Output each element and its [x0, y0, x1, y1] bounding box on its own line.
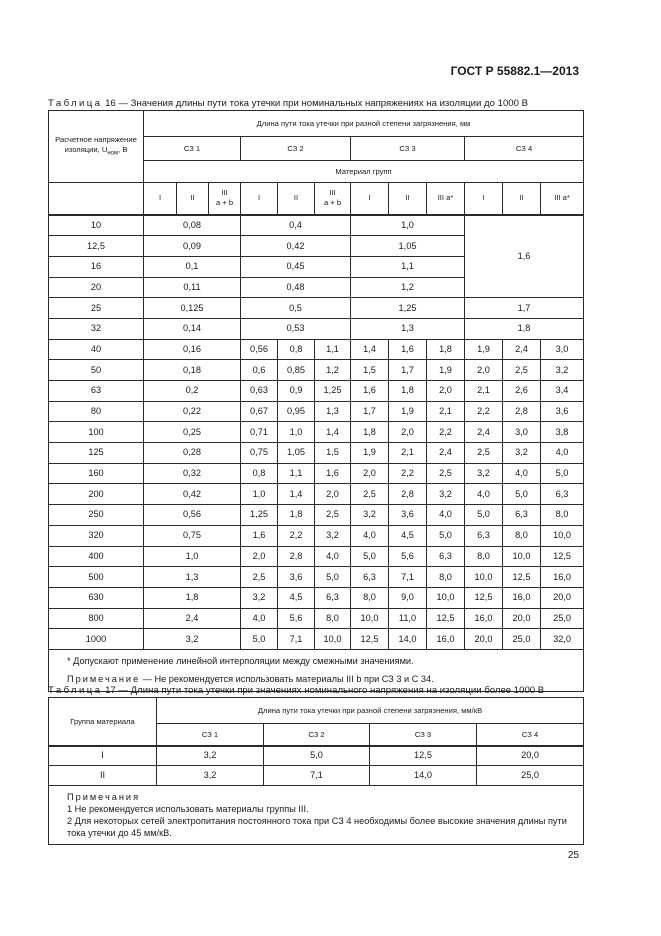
value-cell: 10,0: [503, 546, 541, 567]
voltage-cell: 12,5: [49, 236, 144, 257]
group-header-cell: III a + b: [315, 183, 351, 215]
value-cell: 2,2: [278, 525, 315, 546]
value-cell: 3,2: [503, 443, 541, 464]
value-cell: 3,2: [465, 463, 503, 484]
value-cell: 0,53: [241, 318, 351, 339]
value-cell: 2,5: [351, 484, 389, 505]
value-cell: 25,0: [503, 629, 541, 650]
voltage-cell: 160: [49, 463, 144, 484]
value-cell: 6,3: [465, 525, 503, 546]
table-16-footnote: * Допускают применение линейной интерполяции между смежными значениями.: [49, 649, 584, 670]
voltage-cell: 1000: [49, 629, 144, 650]
value-cell: 4,0: [315, 546, 351, 567]
value-cell: 0,09: [144, 236, 241, 257]
material-group-header: Группа материала: [49, 698, 157, 746]
table-17-caption-text: 17 — Длина пути тока утечки при значениях номинального напряжения на изоляции более 1000 В: [102, 685, 545, 696]
table-row: [49, 360, 584, 381]
group-header-cell: II: [177, 183, 209, 215]
value-cell: 0,28: [144, 443, 241, 464]
value-cell: 1,0: [278, 422, 315, 443]
value-cell: 1,6: [241, 525, 278, 546]
value-cell: 3,2: [144, 629, 241, 650]
value-cell: 0,22: [144, 401, 241, 422]
value-cell: 4,5: [278, 587, 315, 608]
page-number: 25: [567, 850, 579, 861]
value-cell: 5,0: [503, 484, 541, 505]
voltage-cell: 50: [49, 360, 144, 381]
value-cell: 0,5: [241, 298, 351, 319]
voltage-cell: 400: [49, 546, 144, 567]
note-2: 2 Для некоторых сетей электропитания постоянного тока при СЗ 4 необходимы более высокие значения длины пути тока утечки до 45 мм/кВ.: [67, 816, 567, 838]
value-cell: 1,1: [351, 256, 465, 277]
value-cell: 10,0: [541, 525, 584, 546]
value-cell: 8,0: [465, 546, 503, 567]
value-cell: 3,2: [241, 587, 278, 608]
value-cell: 12,5: [503, 567, 541, 588]
voltage-cell: 250: [49, 505, 144, 526]
value-cell: 5,0: [315, 567, 351, 588]
group-cell: II: [49, 766, 157, 786]
table-row: [49, 608, 584, 629]
empty-cell: [49, 183, 144, 215]
value-cell: 5,0: [541, 463, 584, 484]
value-cell: 1,0: [144, 546, 241, 567]
value-cell: 8,0: [315, 608, 351, 629]
length-header: Длина пути тока утечки при разной степени загрязнения, мм/кВ: [157, 698, 584, 724]
value-cell: 0,56: [144, 505, 241, 526]
voltage-cell: 200: [49, 484, 144, 505]
value-cell: 2,0: [427, 381, 465, 402]
value-cell: 2,1: [389, 443, 427, 464]
value-cell: 1,8: [465, 318, 584, 339]
value-cell: 0,48: [241, 277, 351, 298]
value-cell: 1,3: [144, 567, 241, 588]
value-cell: 12,5: [351, 629, 389, 650]
value-cell: 3,2: [427, 484, 465, 505]
value-cell: 1,25: [241, 505, 278, 526]
value-cell: 4,0: [427, 505, 465, 526]
value-cell: 16,0: [465, 608, 503, 629]
value-cell: 2,0: [351, 463, 389, 484]
value-cell: 2,2: [389, 463, 427, 484]
group-header-cell: II: [389, 183, 427, 215]
table-17-caption-word: Таблица: [48, 685, 103, 696]
value-cell: 25,0: [541, 608, 584, 629]
value-cell: 2,8: [389, 484, 427, 505]
sz4-header: СЗ 4: [465, 137, 584, 161]
value-cell: 1,6: [315, 463, 351, 484]
note-1: 1 Не рекомендуется использовать материалы группы III.: [67, 804, 309, 814]
value-cell: 1,05: [278, 443, 315, 464]
value-cell: 20,0: [541, 587, 584, 608]
value-cell: 2,4: [144, 608, 241, 629]
value-cell: 20,0: [465, 629, 503, 650]
value-cell: 0,75: [144, 525, 241, 546]
sz3-header: СЗ 3: [370, 724, 477, 746]
value-cell: 4,5: [389, 525, 427, 546]
value-cell: 1,0: [351, 215, 465, 236]
value-cell: 3,2: [157, 746, 264, 766]
group-header-cell: I: [351, 183, 389, 215]
value-cell: 3,2: [351, 505, 389, 526]
value-cell: 14,0: [389, 629, 427, 650]
group-cell: I: [49, 746, 157, 766]
group-header-cell: III a*: [427, 183, 465, 215]
value-cell: 0,45: [241, 256, 351, 277]
value-cell: 1,9: [465, 339, 503, 360]
value-cell: 0,11: [144, 277, 241, 298]
value-cell: 0,4: [241, 215, 351, 236]
value-cell: 0,32: [144, 463, 241, 484]
value-cell: 7,1: [389, 567, 427, 588]
table-row: [49, 505, 584, 526]
value-cell: 8,0: [427, 567, 465, 588]
value-cell: 0,18: [144, 360, 241, 381]
value-cell: 9,0: [389, 587, 427, 608]
value-cell: 1,25: [315, 381, 351, 402]
value-cell: 11,0: [389, 608, 427, 629]
value-cell: 1,7: [351, 401, 389, 422]
value-cell: 2,5: [315, 505, 351, 526]
value-cell: 2,5: [241, 567, 278, 588]
value-cell: 2,5: [503, 360, 541, 381]
value-cell: 1,9: [427, 360, 465, 381]
value-cell: 4,0: [503, 463, 541, 484]
value-cell: 0,42: [144, 484, 241, 505]
value-cell: 2,5: [465, 443, 503, 464]
value-cell: 1,8: [144, 587, 241, 608]
value-cell: 5,0: [427, 525, 465, 546]
value-cell: 5,6: [389, 546, 427, 567]
value-cell: 4,0: [465, 484, 503, 505]
value-cell: 2,6: [503, 381, 541, 402]
table-17-caption: [48, 685, 544, 696]
value-cell: 0,8: [241, 463, 278, 484]
value-cell: 12,5: [427, 608, 465, 629]
value-cell: 1,8: [427, 339, 465, 360]
value-cell: 7,1: [264, 766, 370, 786]
value-cell: 2,8: [503, 401, 541, 422]
value-cell: 0,75: [241, 443, 278, 464]
voltage-cell: 16: [49, 256, 144, 277]
value-cell: 1,4: [351, 339, 389, 360]
value-cell: 2,4: [427, 443, 465, 464]
value-cell: 4,0: [351, 525, 389, 546]
table-16: [48, 110, 584, 692]
value-cell: 1,9: [351, 443, 389, 464]
value-cell: 1,05: [351, 236, 465, 257]
value-cell: 2,8: [278, 546, 315, 567]
table-row: [49, 381, 584, 402]
value-cell: 3,8: [541, 422, 584, 443]
value-cell: 0,25: [144, 422, 241, 443]
table-row: [49, 587, 584, 608]
value-cell: 1,0: [241, 484, 278, 505]
voltage-cell: 125: [49, 443, 144, 464]
voltage-cell: 10: [49, 215, 144, 236]
voltage-header: Расчетное напряжение изоляции, $U_{ном}$, В: [49, 111, 144, 183]
value-cell: 0,71: [241, 422, 278, 443]
table-row: [49, 525, 584, 546]
value-cell: 5,6: [278, 608, 315, 629]
value-cell: 0,125: [144, 298, 241, 319]
value-cell: 2,2: [427, 422, 465, 443]
group-header-cell: III a*: [541, 183, 584, 215]
sz4-header: СЗ 4: [477, 724, 584, 746]
value-cell: 0,95: [278, 401, 315, 422]
value-cell: 5,0: [264, 746, 370, 766]
sz1-header: СЗ 1: [157, 724, 264, 746]
value-cell: 1,7: [389, 360, 427, 381]
value-cell: 10,0: [315, 629, 351, 650]
value-cell: 5,0: [351, 546, 389, 567]
value-cell: 20,0: [477, 746, 584, 766]
value-cell: 3,0: [541, 339, 584, 360]
value-cell: 1,5: [315, 443, 351, 464]
value-cell: 8,0: [351, 587, 389, 608]
voltage-cell: 40: [49, 339, 144, 360]
group-header-cell: I: [241, 183, 278, 215]
voltage-cell: 630: [49, 587, 144, 608]
value-cell: 2,1: [427, 401, 465, 422]
value-cell: 16,0: [541, 567, 584, 588]
value-cell: 1,6: [465, 215, 584, 298]
sz1-header: СЗ 1: [144, 137, 241, 161]
voltage-cell: 100: [49, 422, 144, 443]
value-cell: 1,6: [351, 381, 389, 402]
table-row: [49, 443, 584, 464]
value-cell: 3,4: [541, 381, 584, 402]
value-cell: 2,0: [389, 422, 427, 443]
value-cell: 4,0: [541, 443, 584, 464]
value-cell: 12,5: [370, 746, 477, 766]
document-code: ГОСТ Р 55882.1—2013: [450, 64, 579, 78]
value-cell: 1,1: [278, 463, 315, 484]
value-cell: 3,0: [503, 422, 541, 443]
value-cell: 8,0: [503, 525, 541, 546]
value-cell: 1,6: [389, 339, 427, 360]
value-cell: 0,1: [144, 256, 241, 277]
value-cell: 0,08: [144, 215, 241, 236]
group-header-cell: I: [465, 183, 503, 215]
value-cell: 0,42: [241, 236, 351, 257]
value-cell: 1,9: [389, 401, 427, 422]
value-cell: 0,2: [144, 381, 241, 402]
value-cell: 10,0: [351, 608, 389, 629]
value-cell: 0,67: [241, 401, 278, 422]
value-cell: 1,7: [465, 298, 584, 319]
value-cell: 1,3: [351, 318, 465, 339]
value-cell: 2,4: [465, 422, 503, 443]
value-cell: 6,3: [351, 567, 389, 588]
voltage-cell: 25: [49, 298, 144, 319]
value-cell: 1,4: [278, 484, 315, 505]
value-cell: 5,0: [465, 505, 503, 526]
value-cell: 25,0: [477, 766, 584, 786]
value-cell: 3,2: [157, 766, 264, 786]
value-cell: 1,8: [351, 422, 389, 443]
table-16-caption-word: Таблица: [48, 98, 103, 109]
value-cell: 3,6: [389, 505, 427, 526]
value-cell: 7,1: [278, 629, 315, 650]
value-cell: 12,5: [541, 546, 584, 567]
notes-title: Примечания: [67, 792, 141, 802]
value-cell: 2,0: [241, 546, 278, 567]
value-cell: 5,0: [241, 629, 278, 650]
value-cell: 8,0: [541, 505, 584, 526]
table-16-caption-text: 16 — Значения длины пути тока утечки при номинальных напряжениях на изоляции до 1000 В: [102, 98, 529, 109]
value-cell: 1,5: [351, 360, 389, 381]
value-cell: 1,4: [315, 422, 351, 443]
value-cell: 0,16: [144, 339, 241, 360]
voltage-cell: 63: [49, 381, 144, 402]
value-cell: 1,8: [389, 381, 427, 402]
value-cell: 2,1: [465, 381, 503, 402]
voltage-cell: 20: [49, 277, 144, 298]
group-header-cell: I: [144, 183, 177, 215]
value-cell: 32,0: [541, 629, 584, 650]
table-17: [48, 697, 584, 845]
value-cell: 0,56: [241, 339, 278, 360]
voltage-cell: 800: [49, 608, 144, 629]
value-cell: 0,14: [144, 318, 241, 339]
value-cell: 1,2: [315, 360, 351, 381]
value-cell: 20,0: [503, 608, 541, 629]
value-cell: 1,3: [315, 401, 351, 422]
table-row: [49, 629, 584, 650]
value-cell: 2,0: [465, 360, 503, 381]
value-cell: 2,4: [503, 339, 541, 360]
table-row: [49, 567, 584, 588]
voltage-cell: 80: [49, 401, 144, 422]
value-cell: 4,0: [241, 608, 278, 629]
table-row: [49, 546, 584, 567]
value-cell: 6,3: [315, 587, 351, 608]
sz3-header: СЗ 3: [351, 137, 465, 161]
value-cell: 6,3: [427, 546, 465, 567]
value-cell: 6,3: [503, 505, 541, 526]
table-row: [49, 484, 584, 505]
value-cell: 1,1: [315, 339, 351, 360]
value-cell: 3,2: [315, 525, 351, 546]
value-cell: 1,25: [351, 298, 465, 319]
sz2-header: СЗ 2: [241, 137, 351, 161]
value-cell: 3,6: [541, 401, 584, 422]
table-row: [49, 422, 584, 443]
value-cell: 0,8: [278, 339, 315, 360]
value-cell: 0,6: [241, 360, 278, 381]
value-cell: 16,0: [427, 629, 465, 650]
value-cell: 12,5: [465, 587, 503, 608]
table-16-caption: [48, 98, 528, 109]
voltage-cell: 500: [49, 567, 144, 588]
value-cell: 1,8: [278, 505, 315, 526]
table-row: [49, 401, 584, 422]
voltage-cell: 32: [49, 318, 144, 339]
length-header: Длина пути тока утечки при разной степени загрязнения, мм: [144, 111, 584, 137]
value-cell: 0,85: [278, 360, 315, 381]
value-cell: 0,9: [278, 381, 315, 402]
group-header-cell: II: [503, 183, 541, 215]
value-cell: 0,63: [241, 381, 278, 402]
voltage-cell: 320: [49, 525, 144, 546]
sz2-header: СЗ 2: [264, 724, 370, 746]
value-cell: 3,2: [541, 360, 584, 381]
value-cell: 2,5: [427, 463, 465, 484]
value-cell: 3,6: [278, 567, 315, 588]
value-cell: 2,0: [315, 484, 351, 505]
group-header-cell: II: [278, 183, 315, 215]
table-16-note: Примечание — Не рекомендуется использовать материалы III b при СЗ 3 и С 34.: [49, 670, 584, 692]
value-cell: 10,0: [427, 587, 465, 608]
value-cell: 2,2: [465, 401, 503, 422]
group-header-cell: III a + b: [209, 183, 241, 215]
value-cell: 1,2: [351, 277, 465, 298]
value-cell: 16,0: [503, 587, 541, 608]
table-row: [49, 463, 584, 484]
value-cell: 6,3: [541, 484, 584, 505]
material-header: Материал групп: [144, 161, 584, 183]
table-17-notes: [49, 786, 584, 845]
table-row: [49, 339, 584, 360]
value-cell: 10,0: [465, 567, 503, 588]
value-cell: 14,0: [370, 766, 477, 786]
